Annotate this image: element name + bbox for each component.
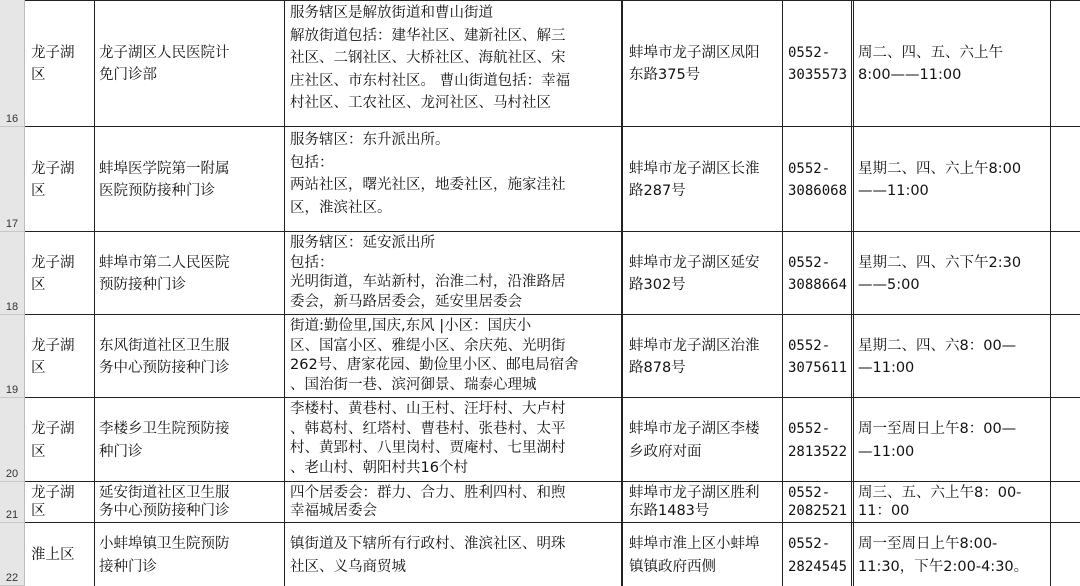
service-area-cell[interactable]: 李楼村、黄巷村、山王村、汪圩村、大卢村 、韩葛村、红塔村、曹巷村、张巷村、太平 村、黄郢村、八里岗村、贾庵村、七里湖村 、老山村、朝阳村共16个村 <box>285 398 623 481</box>
district-cell[interactable]: 龙子湖 区 <box>25 127 95 231</box>
phone-cell[interactable]: 0552- 3088664 <box>783 232 854 314</box>
row-number: 20 <box>5 468 19 480</box>
hours-cell[interactable]: 周一至周日上午8：00— —11:00 <box>854 398 1051 481</box>
empty-cell[interactable] <box>1051 0 1080 126</box>
phone-cell[interactable]: 0552- 2824545 <box>783 523 854 586</box>
row-header-19[interactable] <box>0 315 25 398</box>
phone-cell[interactable]: 0552- 2082521 <box>783 482 854 522</box>
empty-cell[interactable] <box>1051 523 1080 586</box>
hours-cell[interactable]: 周二、四、五、六上午 8:00——11:00 <box>854 0 1051 126</box>
row-number: 17 <box>5 218 19 230</box>
unit-cell[interactable]: 延安街道社区卫生服 务中心预防接种门诊 <box>95 482 285 522</box>
district-cell[interactable]: 龙子湖 区 <box>25 315 95 397</box>
row-header-22[interactable] <box>0 523 25 586</box>
service-area-cell[interactable]: 服务辖区：延安派出所 包括： 光明街道，车站新村，治淮二村，沿淮路居 委会，新马路居委会，延安里居委会 <box>285 232 623 314</box>
table-row <box>25 232 1080 315</box>
address-cell[interactable]: 蚌埠市龙子湖区长淮 路287号 <box>623 127 783 231</box>
table-row <box>25 127 1080 232</box>
empty-cell[interactable] <box>1051 315 1080 397</box>
phone-cell[interactable]: 0552- 2813522 <box>783 398 854 481</box>
district-cell[interactable]: 龙子湖 区 <box>25 0 95 126</box>
district-cell[interactable]: 龙子湖 区 <box>25 398 95 481</box>
hours-cell[interactable]: 周一至周日上午8:00- 11:30，下午2:00-4:30。 <box>854 523 1051 586</box>
row-number: 19 <box>5 384 19 396</box>
address-cell[interactable]: 蚌埠市淮上区小蚌埠 镇镇政府西侧 <box>623 523 783 586</box>
hours-cell[interactable]: 周三、五、六上午8：00- 11：00 <box>854 482 1051 522</box>
service-area-cell[interactable]: 四个居委会：群力、合力、胜利四村、和煦 幸福城居委会 <box>285 482 623 522</box>
row-header-20[interactable] <box>0 398 25 482</box>
unit-cell[interactable]: 李楼乡卫生院预防接 种门诊 <box>95 398 285 481</box>
unit-cell[interactable]: 龙子湖区人民医院计 免门诊部 <box>95 0 285 126</box>
row-number: 18 <box>5 301 19 313</box>
empty-cell[interactable] <box>1051 127 1080 231</box>
service-area-cell[interactable]: 服务辖区是解放街道和曹山街道 解放街道包括：建华社区、建新社区、解三 社区、二钢社区、大桥社区、海航社区、宋 庄社区、市东村社区。 曹山街道包括：幸福 村社区、工农社区、龙河社区、马村社区 <box>285 0 623 126</box>
row-header-17[interactable] <box>0 127 25 232</box>
table-row <box>25 315 1080 398</box>
table-row <box>25 523 1080 586</box>
address-cell[interactable]: 蚌埠市龙子湖区凤阳 东路375号 <box>623 0 783 126</box>
empty-cell[interactable] <box>1051 232 1080 314</box>
phone-cell[interactable]: 0552- 3086068 <box>783 127 854 231</box>
row-header-18[interactable] <box>0 232 25 315</box>
hours-cell[interactable]: 星期二、四、六8：00— —11:00 <box>854 315 1051 397</box>
district-cell[interactable]: 龙子湖 区 <box>25 482 95 522</box>
phone-cell[interactable]: 0552- 3075611 <box>783 315 854 397</box>
unit-cell[interactable]: 东风街道社区卫生服 务中心预防接种门诊 <box>95 315 285 397</box>
address-cell[interactable]: 蚌埠市龙子湖区李楼 乡政府对面 <box>623 398 783 481</box>
row-header-16[interactable] <box>0 0 25 127</box>
address-cell[interactable]: 蚌埠市龙子湖区胜利 东路1483号 <box>623 482 783 522</box>
row-number: 22 <box>5 572 19 584</box>
unit-cell[interactable]: 蚌埠医学院第一附属 医院预防接种门诊 <box>95 127 285 231</box>
district-cell[interactable]: 龙子湖 区 <box>25 232 95 314</box>
unit-cell[interactable]: 小蚌埠镇卫生院预防 接种门诊 <box>95 523 285 586</box>
empty-cell[interactable] <box>1051 482 1080 522</box>
service-area-cell[interactable]: 服务辖区：东升派出所。 包括： 两站社区，曙光社区，地委社区，施家洼社 区，淮滨社区。 <box>285 127 623 231</box>
row-number: 21 <box>5 509 19 521</box>
service-area-cell[interactable]: 镇街道及下辖所有行政村、淮滨社区、明珠 社区、义乌商贸城 <box>285 523 623 586</box>
unit-cell[interactable]: 蚌埠市第二人民医院 预防接种门诊 <box>95 232 285 314</box>
row-number: 16 <box>5 113 19 125</box>
empty-cell[interactable] <box>1051 398 1080 481</box>
table-row <box>25 0 1080 127</box>
table-row <box>25 398 1080 482</box>
service-area-cell[interactable]: 街道:勤俭里,国庆,东风 |小区：国庆小 区、国富小区、雅缇小区、余庆苑、光明街 262号、唐家花园、勤俭里小区、邮电局宿舍 、国治街一巷、滨河御景、瑞泰心理城 <box>285 315 623 397</box>
address-cell[interactable]: 蚌埠市龙子湖区治淮 路878号 <box>623 315 783 397</box>
district-cell[interactable]: 淮上区 <box>25 523 95 586</box>
hours-cell[interactable]: 星期二、四、六下午2:30 ——5:00 <box>854 232 1051 314</box>
phone-cell[interactable]: 0552- 3035573 <box>783 0 854 126</box>
address-cell[interactable]: 蚌埠市龙子湖区延安 路302号 <box>623 232 783 314</box>
row-header-21[interactable] <box>0 482 25 523</box>
table-row <box>25 482 1080 523</box>
hours-cell[interactable]: 星期二、四、六上午8:00 ——11:00 <box>854 127 1051 231</box>
